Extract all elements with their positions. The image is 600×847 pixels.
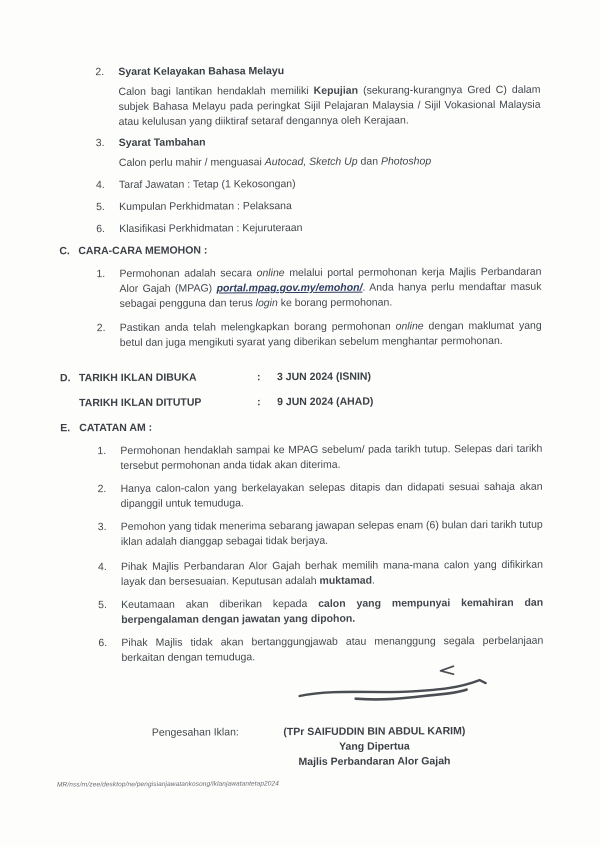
text-segment: muktamad — [319, 574, 373, 587]
item-heading: Syarat Tambahan — [118, 136, 206, 149]
item-number: 1. — [97, 445, 107, 458]
list-item — [95, 63, 540, 130]
list-item — [96, 134, 541, 171]
item-number: 4. — [95, 179, 105, 192]
list-item — [96, 176, 541, 193]
date-label: TARIKH IKLAN DIBUKA — [78, 371, 197, 385]
text-segment: Permohonan adalah secara — [119, 267, 257, 280]
dates-section — [60, 369, 542, 422]
text-segment: Pemohon yang tidak menerima sebarang jawapan selepas enam (6) bulan dari tarikh tutup iklan adalah dianggap sebagai tidak berjaya. — [120, 518, 543, 548]
list-item — [98, 596, 543, 628]
date-open-row — [79, 369, 542, 386]
text-segment: Pastikan anda telah melengkapkan borang permohonan — [119, 320, 396, 334]
list-item — [97, 319, 542, 351]
item-text: Taraf Jawatan : Tetap (1 Kekosongan) — [118, 178, 296, 191]
section-letter: D. — [59, 372, 71, 385]
date-value: 9 JUN 2024 (AHAD) — [277, 395, 374, 409]
date-close-row — [79, 394, 542, 411]
item-paragraph — [121, 518, 543, 550]
list-item — [98, 558, 543, 590]
section-heading-row — [60, 419, 542, 437]
item-paragraph — [120, 442, 542, 474]
list-item — [98, 518, 543, 550]
text-segment: Keutamaan akan diberikan kepada — [121, 597, 319, 611]
text-segment: (sekurang-kurangnya Gred C) dalam subjek Bahasa Melayu pada peringkat Sijil Pelajaran Malaysia / Sijil Vokasional Malaysia atau kelulusan yang diiktiraf setaraf dengannya oleh Kerajaan. — [118, 83, 541, 128]
item-number: 3. — [97, 521, 107, 534]
text-segment: Kepujian — [313, 84, 359, 97]
item-number: 5. — [98, 599, 107, 612]
text-segment: Photoshop — [380, 155, 432, 168]
item-number: 5. — [96, 201, 105, 214]
item-number: 6. — [98, 637, 108, 650]
section-letter: E. — [60, 422, 71, 435]
signoff-name: (TPr SAIFUDDIN BIN ABDUL KARIM) — [283, 725, 466, 739]
item-paragraph — [119, 265, 541, 312]
portal-link[interactable]: portal.mpag.gov.my/emohon/ — [216, 281, 363, 295]
signoff — [152, 724, 544, 771]
signature — [293, 662, 493, 709]
document-reference: MR/nss/rn/zee/desktop/ne/pengisianjawatankosong/iklanjawatantetap2024 — [56, 780, 279, 789]
list-item — [96, 220, 541, 237]
list-item — [96, 198, 541, 215]
list-item — [97, 442, 542, 474]
list-item — [98, 480, 543, 512]
item-text: Klasifikasi Perkhidmatan : Kejuruteraan — [119, 221, 303, 235]
item-number: 3. — [95, 137, 105, 150]
item-number: 1. — [96, 268, 106, 281]
item-paragraph — [119, 154, 541, 171]
list-item — [96, 265, 541, 312]
text-segment: Calon bagi lantikan hendaklah memiliki — [118, 84, 314, 98]
date-colon: : — [256, 371, 261, 384]
text-segment: ke borang permohonan. — [277, 296, 393, 310]
item-text: Kumpulan Perkhidmatan : Pelaksana — [119, 200, 292, 213]
text-segment: melalui portal permohonan kerja Majlis Perbandaran Alor Gajah (MPAG) — [119, 265, 542, 295]
section-heading: CARA-CARA MEMOHON : — [78, 244, 208, 258]
item-paragraph — [121, 480, 543, 512]
section-heading: CATATAN AM : — [79, 421, 153, 435]
text-segment: Calon perlu mahir / menguasai — [118, 156, 265, 169]
section-heading-row — [59, 242, 541, 260]
text-segment: . Anda hanya perlu mendaftar masuk sebagai pengguna dan terus — [119, 280, 542, 310]
item-heading: Syarat Kelayakan Bahasa Melayu — [118, 65, 285, 78]
text-segment: Pihak Majlis Perbandaran Alor Gajah berhak memilih mana-mana calon yang difikirkan layak dan bersesuaian. Keputusan adalah — [120, 558, 543, 588]
signoff-org: Majlis Perbandaran Alor Gajah — [298, 755, 451, 769]
text-segment: dan — [357, 155, 381, 168]
item-paragraph — [118, 83, 540, 130]
item-number: 2. — [96, 322, 106, 335]
text-segment: Pihak Majlis tidak akan bertanggungjawab atau menanggung segala perbelanjaan berkaitan dengan temuduga. — [121, 634, 544, 664]
text-segment: . — [372, 574, 375, 587]
item-number: 4. — [97, 561, 107, 574]
text-segment: online — [395, 320, 424, 333]
item-number: 6. — [96, 223, 105, 236]
item-number: 2. — [95, 66, 105, 79]
date-value: 3 JUN 2024 (ISNIN) — [276, 370, 371, 384]
item-paragraph — [120, 319, 542, 351]
signature-icon — [293, 662, 493, 709]
text-segment: online — [256, 267, 285, 280]
text-segment: Hanya calon-calon yang berkelayakan selepas ditapis dan didapati sesuai sahaja akan dipanggil untuk temuduga. — [120, 480, 543, 510]
item-number: 2. — [97, 483, 107, 496]
item-paragraph — [121, 596, 543, 628]
date-colon: : — [257, 396, 261, 409]
text-segment: Autocad, Sketch Up — [264, 155, 358, 169]
item-paragraph — [121, 558, 543, 590]
signoff-title: Yang Dipertua — [339, 740, 410, 753]
date-label: TARIKH IKLAN DITUTUP — [79, 396, 202, 410]
text-segment: login — [255, 297, 278, 310]
text-segment: dengan maklumat yang betul dan juga mengikuti syarat yang diberikan sebelum menghantar permohonan. — [119, 319, 542, 349]
text-segment: Permohonan hendaklah sampai ke MPAG sebelum/ pada tarikh tutup. Selepas dari tarikh tersebut permohonan anda tidak akan diterima. — [120, 442, 543, 472]
text-segment: calon yang mempunyai kemahiran dan berpengalaman dengan jawatan yang dipohon. — [121, 596, 544, 626]
signoff-label: Pengesahan Iklan: — [151, 726, 239, 739]
section-letter: C. — [59, 245, 70, 258]
